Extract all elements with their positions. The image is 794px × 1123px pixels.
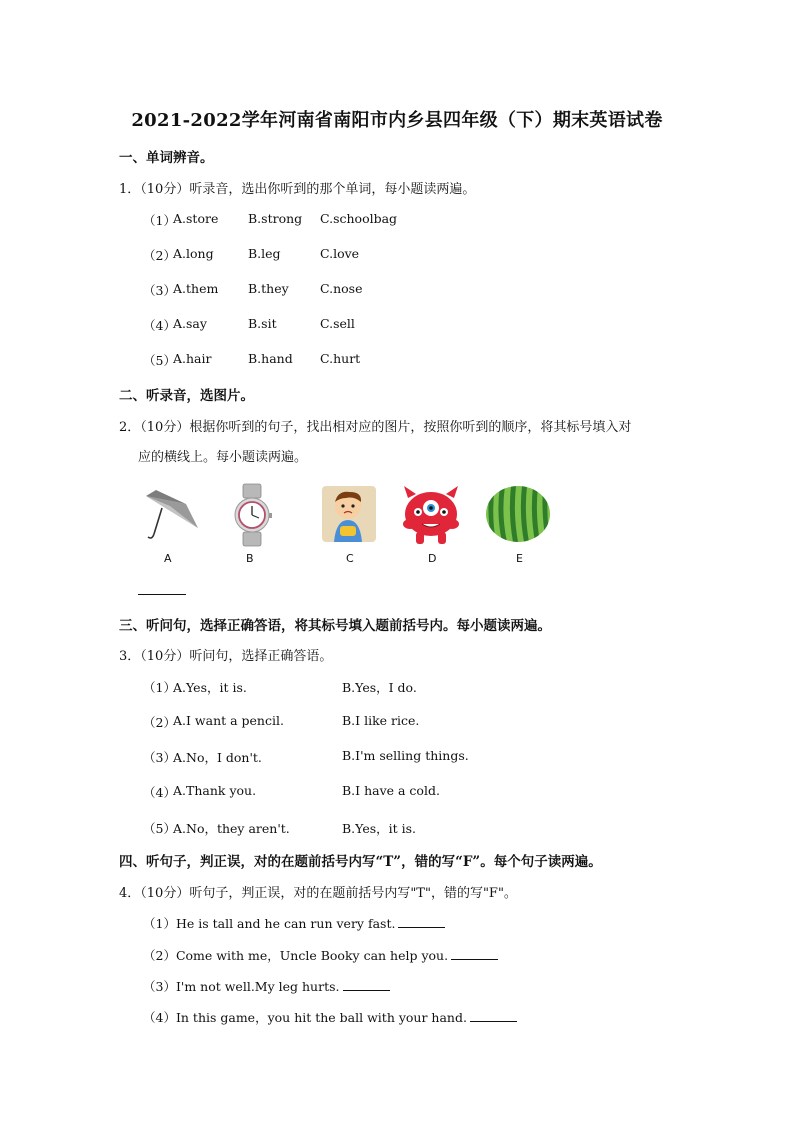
picture-label-d: D bbox=[428, 552, 437, 565]
option-number: （5） bbox=[143, 821, 176, 836]
watermelon-icon bbox=[484, 484, 552, 544]
option-b: B.hand bbox=[248, 351, 293, 366]
picture-label-a: A bbox=[164, 552, 172, 565]
section-1-heading: 一、单词辨音。 bbox=[119, 150, 214, 166]
statement-text: I'm not well.My leg hurts. bbox=[175, 979, 340, 994]
section-3-heading: 三、听问句，选择正确答语，将其标号填入题前括号内。每小题读两遍。 bbox=[119, 618, 551, 634]
option-a: A.No，they aren't. bbox=[173, 821, 290, 836]
option-b: B.Yes，it is. bbox=[342, 821, 417, 836]
option-number: （5） bbox=[143, 353, 176, 368]
question-4: 4．（10分）听句子，判正误，对的在题前括号内写"T"，错的写"F"。 bbox=[119, 886, 517, 901]
option-a: A.No，I don't. bbox=[173, 750, 262, 765]
option-b: B.Yes，I do. bbox=[342, 680, 417, 695]
question-1: 1．（10分）听录音，选出你听到的那个单词，每小题读两遍。 bbox=[119, 182, 476, 197]
option-b: B.strong bbox=[248, 211, 303, 226]
statement bbox=[143, 977, 390, 995]
option-b: B.I like rice. bbox=[342, 713, 420, 728]
statement bbox=[143, 914, 445, 932]
sick-boy-icon bbox=[320, 484, 378, 544]
option-a: A.long bbox=[173, 246, 214, 261]
question-2-line-1: 2．（10分）根据你听到的句子，找出相对应的图片，按照你听到的顺序，将其标号填入对 bbox=[119, 420, 632, 435]
option-b: B.they bbox=[248, 281, 289, 296]
option-b: B.I'm selling things. bbox=[342, 748, 469, 763]
option-c: C.schoolbag bbox=[320, 211, 398, 226]
statement bbox=[143, 946, 498, 964]
option-a: A.hair bbox=[173, 351, 212, 366]
statement-text: In this game，you hit the ball with your hand. bbox=[175, 1010, 467, 1025]
option-number: （2） bbox=[143, 715, 176, 730]
option-a: A.I want a pencil. bbox=[173, 713, 284, 728]
statement-number: （4） bbox=[143, 1010, 176, 1025]
answer-blank bbox=[451, 958, 498, 960]
question-3: 3．（10分）听问句，选择正确答语。 bbox=[119, 649, 333, 664]
red-monster-icon bbox=[398, 484, 464, 546]
statement-text: Come with me，Uncle Booky can help you. bbox=[175, 948, 449, 963]
option-b: B.sit bbox=[248, 316, 277, 331]
answer-blank bbox=[343, 989, 390, 991]
picture-label-e: E bbox=[516, 552, 523, 565]
statement bbox=[143, 1008, 517, 1026]
option-c: C.love bbox=[320, 246, 360, 261]
option-a: A.store bbox=[173, 211, 219, 226]
option-number: （2） bbox=[143, 248, 176, 263]
section-2-heading: 二、听录音，选图片。 bbox=[119, 388, 254, 404]
option-number: （4） bbox=[143, 785, 176, 800]
statement-number: （3） bbox=[143, 979, 176, 994]
option-a: A.Yes，it is. bbox=[173, 680, 247, 695]
option-b: B.I have a cold. bbox=[342, 783, 440, 798]
answer-blank bbox=[138, 594, 186, 595]
option-a: A.Thank you. bbox=[173, 783, 257, 798]
answer-blank bbox=[398, 926, 445, 928]
option-a: A.them bbox=[173, 281, 219, 296]
picture-label-c: C bbox=[346, 552, 354, 565]
wristwatch-icon bbox=[232, 482, 272, 548]
option-number: （4） bbox=[143, 318, 176, 333]
section-4-heading: 四、听句子，判正误，对的在题前括号内写“T”，错的写“F”。每个句子读两遍。 bbox=[119, 854, 602, 870]
option-number: （1） bbox=[143, 213, 176, 228]
picture-label-b: B bbox=[246, 552, 254, 565]
statement-text: He is tall and he can run very fast. bbox=[175, 916, 396, 931]
option-a: A.say bbox=[173, 316, 207, 331]
statement-number: （1） bbox=[143, 916, 176, 931]
answer-blank bbox=[470, 1020, 517, 1022]
option-b: B.leg bbox=[248, 246, 281, 261]
question-2-line-2: 应的横线上。每小题读两遍。 bbox=[138, 450, 308, 465]
page-title: 2021-2022学年河南省南阳市内乡县四年级（下）期末英语试卷 bbox=[131, 110, 663, 131]
statement-number: （2） bbox=[143, 948, 176, 963]
option-c: C.hurt bbox=[320, 351, 361, 366]
option-c: C.nose bbox=[320, 281, 363, 296]
option-number: （1） bbox=[143, 680, 176, 695]
option-number: （3） bbox=[143, 283, 176, 298]
option-c: C.sell bbox=[320, 316, 355, 331]
umbrella-icon bbox=[140, 484, 204, 544]
option-number: （3） bbox=[143, 750, 176, 765]
